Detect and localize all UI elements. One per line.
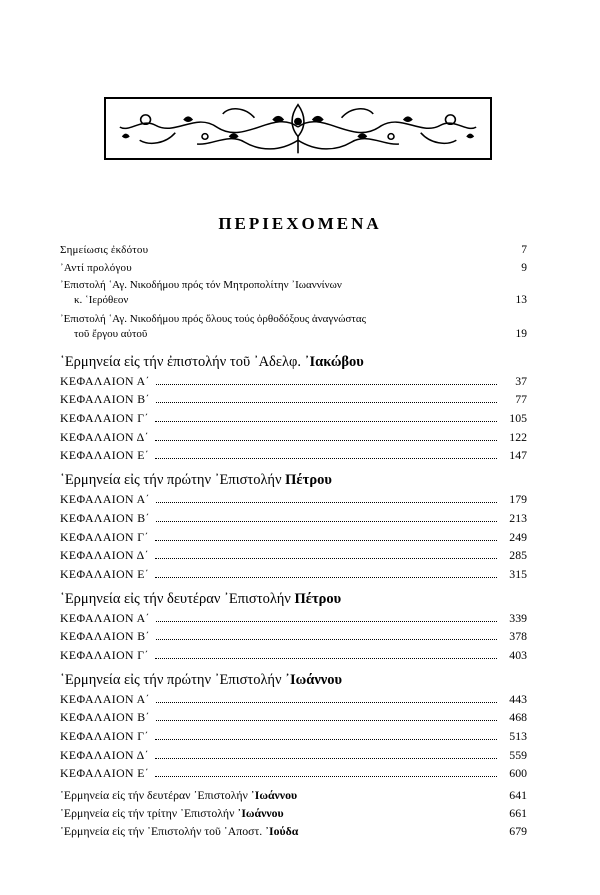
page-title: ΠΕΡΙΕΧΟΜΕΝΑ	[218, 214, 382, 233]
chapter-label: ΚΕΦΑΛΑΙΟΝ Β΄	[60, 510, 150, 525]
toc-entry-page: 641	[509, 788, 527, 803]
toc-entry-label: ῾Ερμηνεία εἰς τήν δευτέραν ᾿Επιστολήν	[60, 788, 248, 803]
toc-entry[interactable]	[60, 785, 527, 803]
leader-dots	[155, 739, 497, 740]
chapter-entry[interactable]	[60, 725, 527, 744]
chapter-entry[interactable]	[60, 744, 527, 763]
section-heading[interactable]	[60, 665, 527, 688]
toc-entry[interactable]	[60, 312, 527, 342]
chapter-entry[interactable]	[60, 526, 527, 545]
toc-entry[interactable]	[60, 821, 527, 839]
leader-dots	[156, 502, 497, 503]
section-heading[interactable]	[60, 465, 527, 488]
leader-dots	[156, 621, 497, 622]
chapter-label: ΚΕΦΑΛΑΙΟΝ Α΄	[60, 691, 150, 706]
toc-entry[interactable]	[60, 803, 527, 821]
ornament-scroll-icon	[106, 99, 490, 158]
chapter-label: ΚΕΦΑΛΑΙΟΝ Β΄	[60, 629, 150, 644]
chapter-label: ΚΕΦΑΛΑΙΟΝ Β΄	[60, 392, 150, 407]
chapter-page: 468	[509, 710, 527, 725]
leader-dots	[156, 521, 497, 522]
leader-dots	[155, 658, 497, 659]
chapter-page: 339	[509, 610, 527, 625]
leader-dots	[155, 558, 497, 559]
toc-entry-label: Σημείωσις ἐκδότου	[60, 244, 149, 256]
toc-entry-page: 19	[515, 328, 527, 340]
toc-entry-page: 9	[521, 262, 527, 274]
chapter-label: ΚΕΦΑΛΑΙΟΝ Γ΄	[60, 529, 149, 544]
toc-entry-page: 661	[509, 806, 527, 821]
toc-entry-book: ᾿Ιωάννου	[250, 788, 298, 803]
chapter-entry[interactable]	[60, 626, 527, 645]
toc-entry[interactable]	[60, 258, 527, 276]
chapter-entry[interactable]	[60, 763, 527, 782]
leader-dots	[155, 758, 497, 759]
section-heading-text: ῾Ερμηνεία εἰς τήν πρώτην ᾿Επιστολήν	[60, 472, 282, 489]
toc-entry-label: ᾿Επιστολή ῾Αγ. Νικοδήμου πρός ὅλους τούς ὀρθοδόξους ἀναγνώστας	[60, 313, 366, 325]
leader-dots	[156, 639, 497, 640]
chapter-entry[interactable]	[60, 488, 527, 507]
leader-dots	[156, 702, 497, 703]
toc-entry-page: 13	[515, 294, 527, 306]
toc-entry-label-continued: κ. ῾Ιερόθεον	[74, 294, 129, 306]
chapter-entry[interactable]	[60, 644, 527, 663]
chapter-label: ΚΕΦΑΛΑΙΟΝ Ε΄	[60, 566, 150, 581]
leader-dots	[155, 577, 497, 578]
section-heading-book: ᾿Ιακώβου	[304, 354, 364, 370]
chapter-entry[interactable]	[60, 445, 527, 464]
chapter-entry[interactable]	[60, 707, 527, 726]
chapter-label: ΚΕΦΑΛΑΙΟΝ Α΄	[60, 492, 150, 507]
toc-entry[interactable]	[60, 240, 527, 258]
chapter-page: 179	[509, 492, 527, 507]
section-heading[interactable]	[60, 584, 527, 607]
chapter-label: ΚΕΦΑΛΑΙΟΝ Β΄	[60, 710, 150, 725]
leader-dots	[155, 540, 497, 541]
chapter-page: 559	[509, 747, 527, 762]
chapter-page: 443	[509, 691, 527, 706]
chapter-label: ΚΕΦΑΛΑΙΟΝ Γ΄	[60, 411, 149, 426]
chapter-label: ΚΕΦΑΛΑΙΟΝ Α΄	[60, 373, 150, 388]
chapter-page: 403	[509, 647, 527, 662]
section-heading-text: ῾Ερμηνεία εἰς τήν πρώτην ᾿Επιστολήν	[60, 671, 282, 688]
chapter-page: 147	[509, 448, 527, 463]
table-of-contents	[60, 240, 527, 839]
chapter-page: 378	[509, 629, 527, 644]
toc-entry-page: 679	[509, 824, 527, 839]
chapter-page: 285	[509, 548, 527, 563]
chapter-page: 37	[515, 373, 527, 388]
toc-entry[interactable]	[60, 278, 527, 308]
chapter-page: 600	[509, 766, 527, 781]
toc-entry-label: ῾Ερμηνεία εἰς τήν ᾿Επιστολήν τοῦ ᾿Αποστ.	[60, 824, 263, 839]
chapter-entry[interactable]	[60, 407, 527, 426]
toc-entry-page: 7	[521, 244, 527, 256]
section-heading-book: Πέτρου	[294, 590, 342, 607]
chapter-entry[interactable]	[60, 426, 527, 445]
chapter-entry[interactable]	[60, 563, 527, 582]
chapter-page: 513	[509, 729, 527, 743]
chapter-label: ΚΕΦΑΛΑΙΟΝ Γ΄	[60, 647, 149, 662]
toc-entry-book: ᾿Ιωάννου	[237, 806, 284, 821]
chapter-page: 77	[515, 392, 527, 407]
chapter-entry[interactable]	[60, 607, 527, 626]
leader-dots	[156, 384, 497, 385]
toc-entry-label: ᾿Επιστολή ῾Αγ. Νικοδήμου πρός τόν Μητροπολίτην ᾿Ιωαννίνων	[60, 279, 342, 291]
toc-entry-book: ᾿Ιούδα	[265, 824, 299, 839]
chapter-label: ΚΕΦΑΛΑΙΟΝ Α΄	[60, 610, 150, 625]
section-heading-text: ῾Ερμηνεία εἰς τήν ἐπιστολήν τοῦ ᾿Αδελφ.	[60, 354, 301, 370]
toc-entry-label-continued: τοῦ ἔργου αὐτοῦ	[74, 328, 148, 340]
chapter-page: 213	[509, 510, 527, 525]
chapter-page: 249	[509, 529, 527, 544]
chapter-entry[interactable]	[60, 688, 527, 707]
chapter-label: ΚΕΦΑΛΑΙΟΝ Δ΄	[60, 429, 149, 444]
leader-dots	[155, 421, 497, 422]
chapter-label: ΚΕΦΑΛΑΙΟΝ Γ΄	[60, 729, 149, 743]
chapter-entry[interactable]	[60, 545, 527, 564]
chapter-page: 315	[509, 566, 527, 581]
chapter-entry[interactable]	[60, 507, 527, 526]
chapter-label: ΚΕΦΑΛΑΙΟΝ Δ΄	[60, 747, 149, 762]
chapter-page: 105	[509, 411, 527, 426]
section-heading-book: Πέτρου	[285, 472, 332, 489]
leader-dots	[156, 402, 497, 403]
chapter-label: ΚΕΦΑΛΑΙΟΝ Ε΄	[60, 448, 150, 463]
toc-entry-label: ᾿Αντί προλόγου	[60, 262, 132, 274]
section-heading-text: ῾Ερμηνεία εἰς τήν δευτέραν ᾿Επιστολήν	[60, 590, 291, 607]
chapter-page: 122	[509, 429, 527, 444]
section-heading-book: ᾿Ιωάννου	[285, 671, 343, 688]
leader-dots	[155, 440, 497, 441]
chapter-label: ΚΕΦΑΛΑΙΟΝ Ε΄	[60, 766, 150, 781]
toc-entry-label: ῾Ερμηνεία εἰς τήν τρίτην ᾿Επιστολήν	[60, 806, 235, 821]
leader-dots	[155, 458, 497, 459]
leader-dots	[156, 720, 497, 721]
section-heading[interactable]	[60, 347, 527, 370]
chapter-entry[interactable]	[60, 370, 527, 389]
chapter-label: ΚΕΦΑΛΑΙΟΝ Δ΄	[60, 548, 149, 563]
chapter-entry[interactable]	[60, 389, 527, 408]
decorative-headpiece	[104, 97, 492, 160]
leader-dots	[155, 776, 497, 777]
